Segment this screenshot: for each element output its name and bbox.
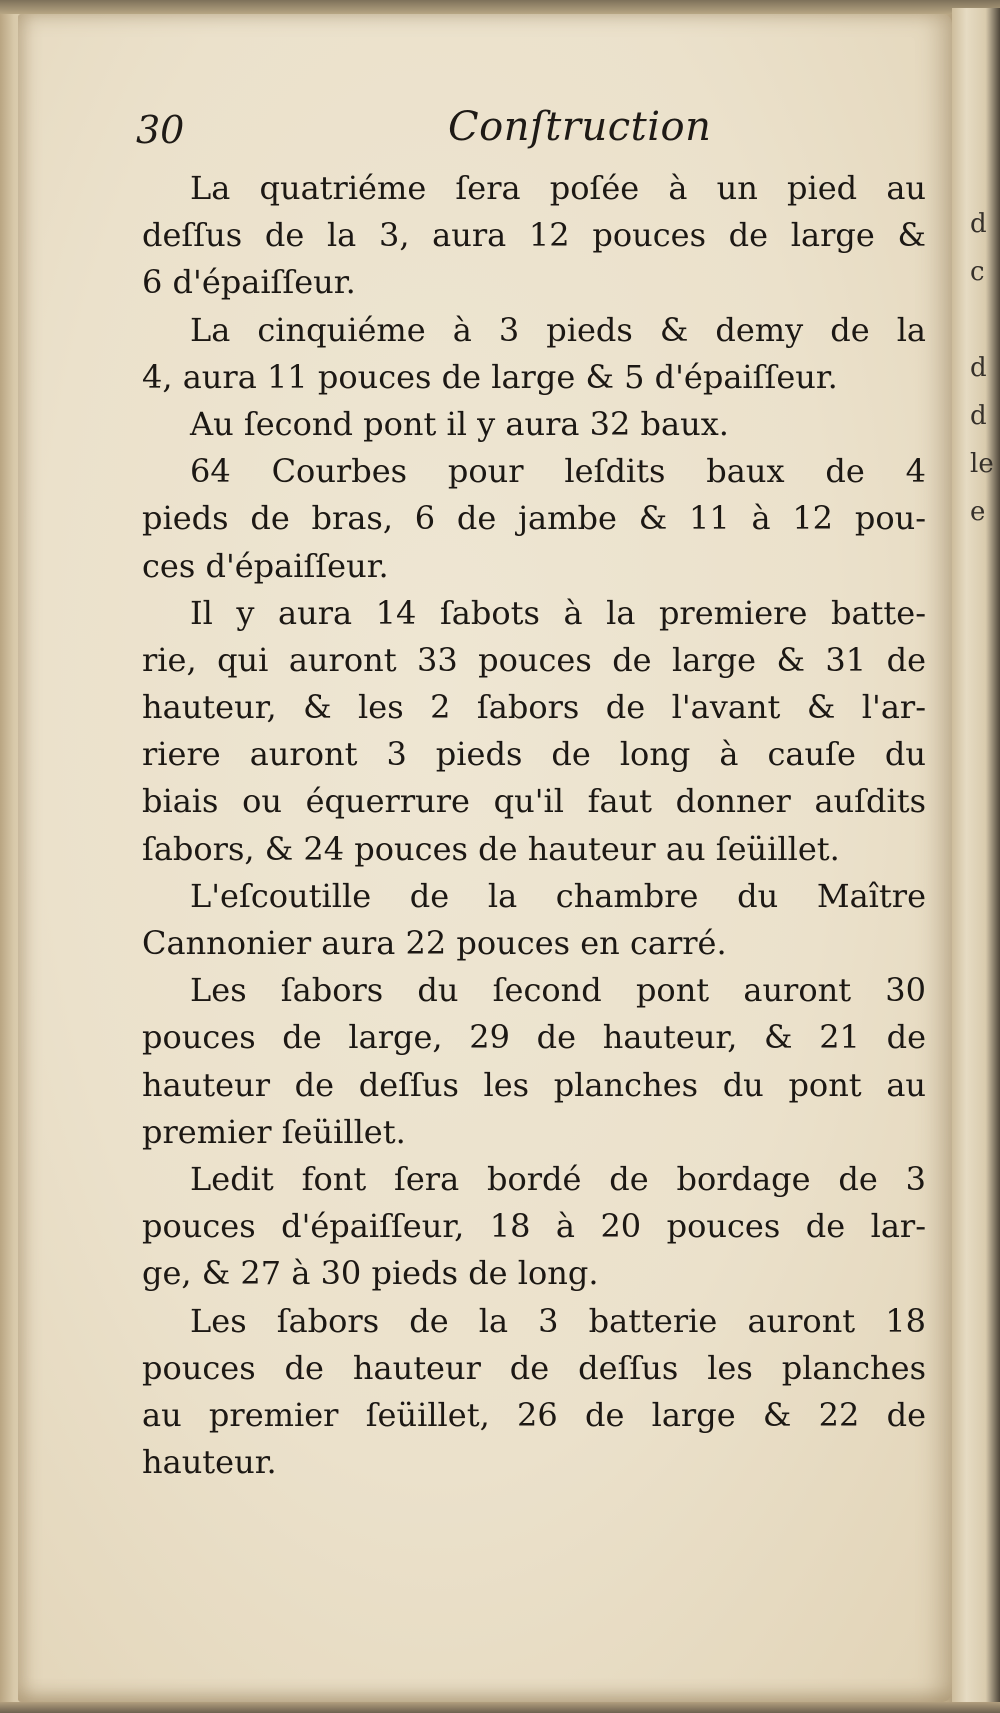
fragment — [970, 296, 1000, 344]
fragment: e — [970, 497, 986, 527]
fragment: d — [970, 353, 987, 383]
text-line: hauteur, & les 2 ſabors de l'avant & l'ar- — [142, 688, 926, 727]
text-line: 64 Courbes pour leſdits baux de 4 — [190, 452, 926, 491]
text-line: premier ſeüillet. — [142, 1112, 406, 1151]
text-line: 4, aura 11 pouces de large & 5 d'épaiſſeur. — [142, 357, 838, 396]
text-line: pieds de bras, 6 de jambe & 11 à 12 pou- — [142, 499, 926, 538]
running-head: Conſtruction — [448, 104, 712, 150]
fragment: c — [970, 257, 985, 287]
text-line: biais ou équerrure qu'il faut donner auſdits — [142, 782, 926, 821]
text-line: Cannonier aura 22 pouces en carré. — [142, 924, 727, 962]
text-line: ſabors, & 24 pouces de hauteur au ſeüillet. — [142, 829, 840, 868]
page-number: 30 — [136, 108, 185, 152]
bottom-edge — [0, 1702, 1000, 1713]
text-line: riere auront 3 pieds de long à cauſe du — [142, 735, 926, 774]
text-line: pouces de large, 29 de hauteur, & 21 de — [142, 1018, 926, 1057]
text-line: La cinquiéme à 3 pieds & demy de la — [190, 310, 926, 349]
text-line: pouces d'épaiſſeur, 18 à 20 pouces de lar- — [142, 1207, 926, 1246]
text-line: 6 d'épaiſſeur. — [142, 263, 356, 302]
text-line: La quatriéme ſera poſée à un pied au — [190, 169, 926, 207]
body-text — [142, 165, 926, 1486]
text-line: au premier ſeüillet, 26 de large & 22 de — [142, 1395, 926, 1434]
text-line: Les ſabors de la 3 batterie auront 18 — [190, 1301, 926, 1340]
fragment: d — [970, 209, 987, 239]
text-line: pouces de hauteur de deſſus les planches — [142, 1348, 926, 1387]
text-line: ces d'épaiſſeur. — [142, 546, 389, 585]
text-line: rie, qui auront 33 pouces de large & 31 de — [142, 640, 926, 679]
text-line: ge, & 27 à 30 pieds de long. — [142, 1254, 599, 1293]
text-line: Il y aura 14 ſabots à la premiere batte- — [190, 593, 926, 632]
page-header — [0, 100, 952, 160]
facing-page-fragments — [970, 200, 1000, 536]
top-edge — [0, 0, 1000, 14]
text-line: hauteur. — [142, 1443, 277, 1482]
text-line: hauteur de deſſus les planches du pont au — [142, 1065, 926, 1104]
text-line: L'eſcoutille de la chambre du Maître — [190, 876, 926, 915]
text-line: Les ſabors du ſecond pont auront 30 — [190, 971, 926, 1010]
text-line: Ledit font ſera bordé de bordage de 3 — [190, 1159, 926, 1198]
text-line: Au ſecond pont il y aura 32 baux. — [190, 404, 729, 443]
text-line: deſſus de la 3, aura 12 pouces de large & — [142, 216, 926, 255]
fragment: d — [970, 401, 987, 431]
fragment: le — [970, 449, 994, 479]
